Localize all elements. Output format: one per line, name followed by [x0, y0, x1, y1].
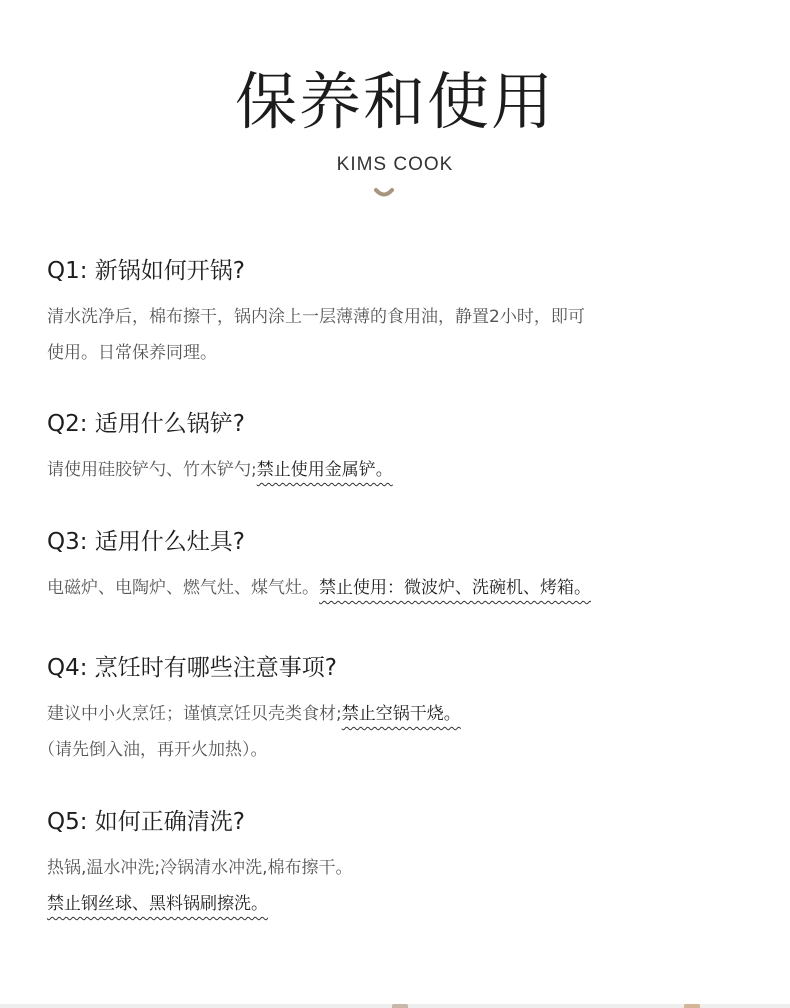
- faq-question: Q1: 新锅如何开锅?: [47, 258, 246, 284]
- warning-text: 禁止钢丝球、黑料锅刷擦洗。: [47, 894, 268, 914]
- faq-answer: [47, 452, 767, 488]
- bottom-accent-mark: [392, 1004, 408, 1008]
- answer-text: 电磁炉、电陶炉、燃气灶、煤气灶。: [47, 578, 319, 598]
- answer-text: 请使用硅胶铲勺、竹木铲勺;: [47, 460, 257, 480]
- answer-text: 使用。日常保养同理。: [47, 343, 217, 363]
- faq-question: Q3: 适用什么灶具?: [47, 529, 246, 555]
- warning-text: 禁止使用：微波炉、洗碗机、烤箱。: [319, 578, 591, 598]
- faq-question: Q5: 如何正确清洗?: [47, 809, 246, 835]
- faq-question: Q4: 烹饪时有哪些注意事项?: [47, 655, 338, 681]
- answer-line: [47, 696, 767, 732]
- brand-subtitle: KIMS COOK: [336, 154, 454, 175]
- answer-line: [47, 335, 767, 371]
- faq-item-q1: [47, 255, 767, 371]
- warning-text: 禁止空锅干烧。: [341, 704, 461, 724]
- smile-curve-icon: [373, 186, 395, 200]
- faq-answer: [38, 696, 767, 768]
- faq-answer: [47, 850, 767, 922]
- faq-item-q3: [47, 526, 767, 606]
- answer-text: 清水洗净后，棉布擦干，锅内涂上一层薄薄的食用油，静置2小时，即可: [47, 307, 585, 327]
- answer-line: [47, 570, 767, 606]
- warning-text: 禁止使用金属铲。: [256, 460, 393, 480]
- faq-question: Q2: 适用什么锅铲?: [47, 411, 246, 437]
- answer-line: [47, 452, 767, 488]
- faq-answer: [47, 570, 767, 606]
- answer-text: 建议中小火烹饪；谨慎烹饪贝壳类食材;: [47, 704, 342, 724]
- answer-line: [47, 886, 767, 922]
- faq-item-q5: [47, 806, 767, 922]
- answer-line: [47, 850, 767, 886]
- faq-item-q2: [47, 408, 767, 488]
- faq-item-q4: [38, 652, 767, 768]
- bottom-accent-mark: [684, 1004, 700, 1008]
- answer-text: （请先倒入油，再开火加热）。: [38, 740, 268, 760]
- answer-text: 热锅,温水冲洗;冷锅清水冲洗,棉布擦干。: [47, 858, 353, 878]
- faq-answer: [47, 299, 767, 371]
- answer-line: [47, 299, 767, 335]
- page-title: 保养和使用: [234, 65, 555, 138]
- answer-line: [38, 732, 767, 768]
